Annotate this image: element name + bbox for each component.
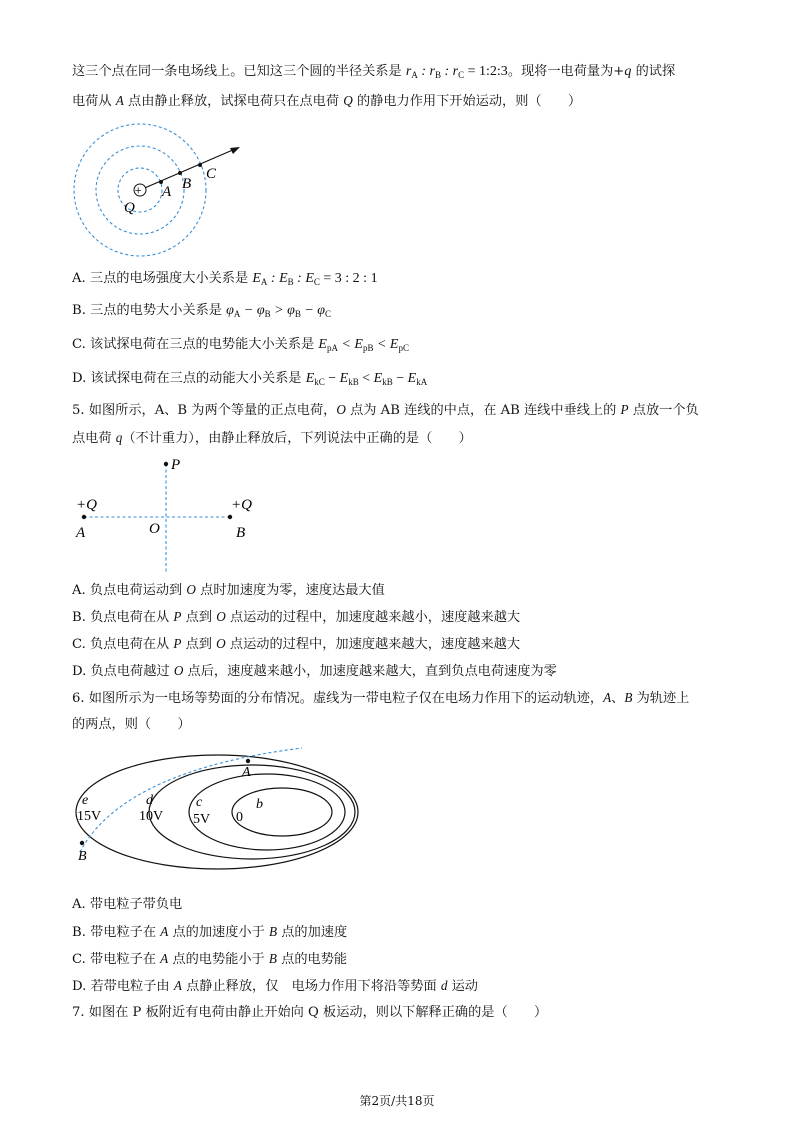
equipotential-e — [76, 755, 358, 869]
label-15v: 15V — [77, 809, 102, 824]
point-c — [198, 163, 202, 167]
label-b: B — [182, 176, 192, 192]
label-charge-a: +Q — [76, 497, 97, 513]
figure-two-charges — [70, 452, 270, 582]
label-d: d — [146, 793, 153, 808]
label-a: A — [242, 765, 251, 780]
label-c: c — [196, 795, 203, 810]
q6-stem-line-2: 的两点，则（ ） — [72, 717, 191, 732]
page-number: 第2页/共18页 — [359, 1094, 435, 1108]
figure-equipotential-surfaces — [70, 740, 370, 870]
q5-option-d: D. 负点电荷越过 O 点后，速度越来越小，加速度越来越大，直到负点电荷速度为零 — [72, 663, 557, 679]
charge-plus-sign: + — [134, 182, 142, 198]
q7-stem: 7. 如图在 P 板附近有电荷由静止开始向 Q 板运动，则以下解释正确的是（ ） — [72, 1005, 548, 1020]
label-b: B — [236, 525, 246, 541]
equipotential-d — [149, 765, 355, 859]
q6-stem-line-1: 6. 如图所示为一电场等势面的分布情况。虚线为一带电粒子仅在电场力作用下的运动轨迹，A、B 为轨迹上 — [72, 690, 690, 706]
q4-option-b: B. 三点的电势大小关系是 $\varphi_A - \varphi_B > \varphi_B - \varphi_C$ — [72, 303, 332, 319]
label-charge-b: +Q — [231, 497, 252, 513]
q4-option-d: D. 该试探电荷在三点的动能大小关系是 $E_{kC} - E_{kB} < E_{kB} - E_{kA}$ — [72, 371, 428, 387]
q5-option-a: A. 负点电荷运动到 O 点时加速度为零，速度达最大值 — [72, 582, 385, 598]
label-b: B — [78, 849, 87, 864]
q4-stem-line-2: 电荷从 A 点由静止释放，试探电荷只在点电荷 Q 的静电力作用下开始运动，则（ ） — [72, 93, 582, 109]
charge-a — [82, 515, 86, 519]
equipotential-c — [189, 774, 345, 850]
arrow-head-icon — [230, 147, 240, 154]
label-q: Q — [124, 200, 135, 216]
point-b — [80, 841, 84, 845]
q4-option-c: C. 该试探电荷在三点的电势能大小关系是 $E_{pA} < E_{pB} < E_{pC}$ — [72, 337, 409, 353]
q6-option-b: B. 带电粒子在 A 点的加速度小于 B 点的加速度 — [72, 924, 348, 940]
q5-option-b: B. 负点电荷在从 P 点到 O 点运动的过程中，加速度越来越小，速度越来越大 — [72, 609, 521, 625]
label-c: C — [206, 166, 217, 182]
figure-point-charge-circles — [70, 130, 270, 260]
q4-stem-line-1: 这三个点在同一条电场线上。已知这三个圆的半径关系是 $r_A$ : $r_B$ : $r_C$ = 1:2:3。现将一电荷量为+q 的试探 — [72, 64, 676, 80]
label-0v: 0 — [236, 810, 243, 825]
trajectory-dashed — [80, 748, 302, 852]
q4-option-a: A. 三点的电场强度大小关系是 $E_A$ : $E_B$ : $E_C = 3$ : 2 : 1 — [72, 271, 378, 287]
point-p — [164, 462, 168, 466]
q6-option-a: A. 带电粒子带负电 — [72, 897, 183, 912]
point-b — [178, 171, 182, 175]
q6-option-c: C. 带电粒子在 A 点的电势能小于 B 点的电势能 — [72, 951, 348, 967]
radius-ratio: $r_A$ : $r_B$ : $r_C$ = 1:2:3 — [405, 64, 508, 80]
label-10v: 10V — [139, 809, 164, 824]
label-p: P — [171, 457, 181, 473]
label-a: A — [76, 525, 86, 541]
charge-b — [228, 515, 232, 519]
point-a — [246, 759, 250, 763]
label-e: e — [82, 793, 89, 808]
q5-option-c: C. 负点电荷在从 P 点到 O 点运动的过程中，加速度越来越大，速度越来越大 — [72, 636, 521, 652]
label-a: A — [162, 184, 172, 200]
label-5v: 5V — [193, 812, 211, 827]
label-b-surface: b — [256, 797, 263, 812]
q6-option-d: D. 若带电粒子由 A 点静止释放，仅 电场力作用下将沿等势面 d 运动 — [72, 978, 478, 994]
q5-stem-line-1: 5. 如图所示，A、B 为两个等量的正点电荷，O 点为 AB 连线的中点，在 AB 连线中垂线上的 P 点放一个负 — [72, 402, 699, 418]
q5-stem-line-2: 点电荷 q（不计重力），由静止释放后，下列说法中正确的是（ ） — [72, 430, 472, 446]
equipotential-b — [232, 788, 332, 836]
label-o: O — [149, 521, 160, 537]
